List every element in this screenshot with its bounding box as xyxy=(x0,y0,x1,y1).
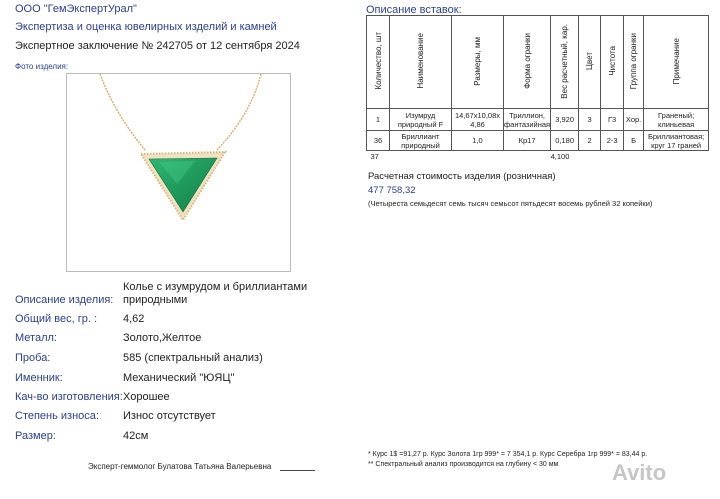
table-row xyxy=(367,131,709,151)
weight-value: 4,62 xyxy=(123,313,145,325)
company-subtitle: Экспертиза и оценка ювелирных изделий и камней xyxy=(15,21,277,33)
avito-watermark: Avito xyxy=(612,460,667,485)
table-cell: 14,67х10,08х 4,86 xyxy=(452,109,504,131)
table-cell: Кр17 xyxy=(504,131,551,151)
description-value: природными xyxy=(123,294,188,306)
metal-value: Золото,Желтое xyxy=(123,332,202,344)
total-count: 37 xyxy=(370,152,379,162)
description-label: Описание изделия: xyxy=(15,294,114,306)
necklace-image xyxy=(67,74,290,271)
size-label: Размер: xyxy=(15,430,56,442)
table-cell: 1,0 xyxy=(452,131,504,151)
table-cell: Хор. xyxy=(624,109,644,131)
table-cell: Г3 xyxy=(601,109,624,131)
assay-label: Проба: xyxy=(15,352,51,364)
table-cell: Изумруд природный F xyxy=(390,109,452,131)
column-header: Количество, шт xyxy=(373,32,383,90)
column-header: Группа огранки xyxy=(629,32,639,90)
company-name: ООО "ГемЭкспертУрал" xyxy=(15,3,137,15)
table-cell: Бриллиант природный xyxy=(390,131,452,151)
total-weight: 4,100 xyxy=(550,152,570,162)
table-cell: 3 xyxy=(579,109,601,131)
hallmark-value: Механический "ЮЯЦ" xyxy=(123,372,235,384)
column-header: Размеры, мм xyxy=(473,36,482,86)
footnote: ** Спектральный анализ производится на глубину < 30 мм xyxy=(368,461,559,468)
price-label: Расчетная стоимость изделия (розничная) xyxy=(368,171,556,182)
price-value: 477 758,32 xyxy=(368,185,416,196)
table-cell: Граненый; клиньевая xyxy=(644,109,709,131)
table-cell: Б xyxy=(624,131,644,151)
quality-label: Кач-во изготовления: xyxy=(15,391,123,403)
size-value: 42см xyxy=(123,430,149,442)
column-header: Цвет xyxy=(585,52,595,70)
metal-label: Металл: xyxy=(15,332,57,344)
product-photo xyxy=(66,73,291,272)
table-cell: Триллион, фантазийная xyxy=(504,110,551,129)
inserts-title: Описание вставок: xyxy=(366,4,462,16)
totals-row xyxy=(367,151,709,163)
signer: Эксперт-геммолог Булатова Татьяна Валерьевна xyxy=(88,462,272,471)
wear-value: Износ отсутствует xyxy=(123,410,216,422)
description-value: Колье с изумрудом и бриллиантами xyxy=(123,281,308,293)
table-cell: 3,920 xyxy=(551,109,579,131)
assay-value: 585 (спектральный анализ) xyxy=(123,352,263,364)
column-header: Форма огранки xyxy=(522,33,532,89)
weight-label: Общий вес, гр. : xyxy=(15,313,98,325)
hallmark-label: Именник: xyxy=(15,372,63,384)
table-cell: 36 xyxy=(367,131,390,151)
table-cell: Бриллиантовая; круг 17 граней xyxy=(644,131,709,151)
table-cell: 1 xyxy=(367,109,390,131)
column-header: Примечание xyxy=(671,37,681,85)
table-cell: 0,180 xyxy=(551,131,579,151)
wear-label: Степень износа: xyxy=(15,410,99,422)
signature-line xyxy=(280,470,315,471)
column-header: Наименование xyxy=(416,33,425,89)
photo-label: Фото изделия: xyxy=(15,62,69,71)
quality-value: Хорошее xyxy=(123,391,170,403)
footnote: * Курс 1$ =91,27 р. Курс Золота 1гр 999* = 7 354,1 р. Курс Серебра 1гр 999* = 83,44 р. xyxy=(368,451,648,458)
table-row xyxy=(367,109,709,131)
table-cell: 2 xyxy=(579,131,601,151)
column-header: Вес расчетный, кар. xyxy=(560,23,570,99)
table-cell: 2-3 xyxy=(601,131,624,151)
inserts-header-row xyxy=(367,16,709,109)
inserts-table xyxy=(366,15,709,163)
price-in-words: (Четыреста семьдесят семь тысяч семьсот пятьдесят восемь рублей 32 копейки) xyxy=(368,199,653,208)
column-header: Чистота xyxy=(607,46,617,76)
conclusion-title: Экспертное заключение № 242705 от 12 сентября 2024 xyxy=(15,40,300,52)
